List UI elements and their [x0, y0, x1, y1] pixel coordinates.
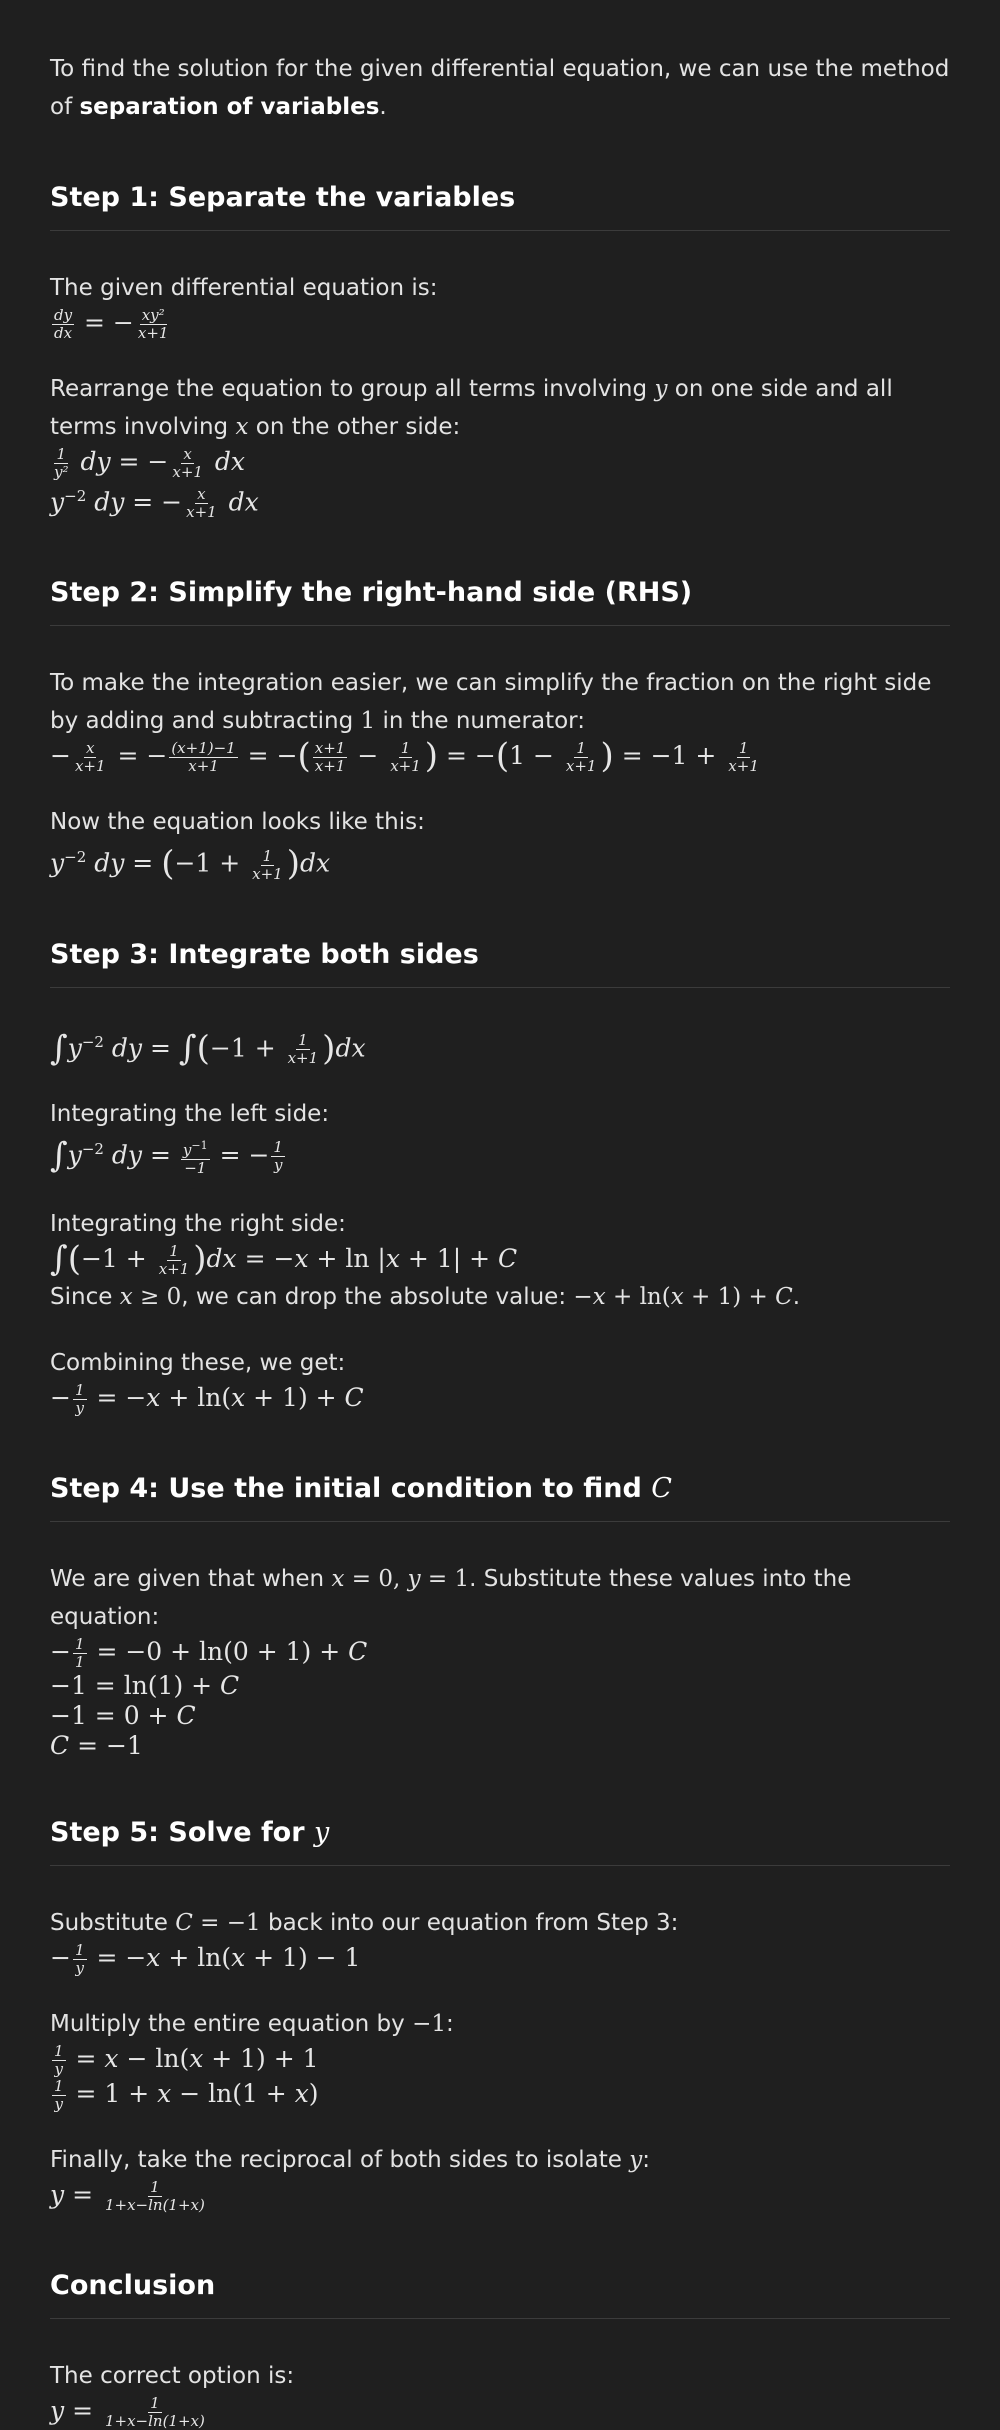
step-2-section — [50, 577, 950, 882]
step-1-text-2: Rearrange the equation to group all terms involving y on one side and all terms involving x on the other side: — [50, 376, 893, 440]
equation-multiplied-2: $\frac{1}{y}$ = 1 + x − ln(1 + x) — [54, 2076, 319, 2113]
step-4-text-1: We are given that when x = 0, y = 1. Substitute these values into the equation: — [50, 1565, 852, 1630]
step-1-text-1: The given differential equation is: — [50, 275, 438, 301]
equation-rhs-simplify: − $\frac{x}{x+1}$ = − $\frac{(x+1)-1}{x+1}$ = −( $\frac{x+1}{x+1}$ − $\frac{1}{x+1}$ ) = −(1 − $\frac{1}{x+1}$ ) = −1 + $\frac{1}{x+1}$ — [50, 736, 759, 777]
equation-right-integral: ∫(−1 + $\frac{1}{x+1}$ )dx = −x + ln |x + 1| + C — [50, 1238, 518, 1279]
step-2-text-2: Now the equation looks like this: — [50, 809, 425, 836]
equation-integrals: $\int y^{-2}$ dy = ∫(−1 + $\frac{1}{x+1}$ )dx — [50, 1027, 366, 1068]
equation-separated-2: $y^{-2}$ dy = − $\frac{x}{x+1}$ dx — [50, 485, 259, 522]
equation-sub-2: −1 = ln(1) + C — [50, 1670, 240, 1700]
intro-text: To find the solution for the given differential equation, we can use the method of — [50, 56, 950, 120]
equation-rewritten: $y^{-2}$ dy = (−1 + $\frac{1}{x+1}$ )dx — [50, 843, 331, 884]
step-3-text-1: Integrating the left side: — [50, 1100, 330, 1127]
conclusion-section — [50, 2270, 950, 2430]
step-2-heading: Step 2: Simplify the right-hand side (RHS) — [50, 577, 950, 626]
equation-left-integral: $\int y^{-2}$ dy = $\frac{y^{-1}}{-1}$ = − $\frac{1}{y}$ — [50, 1135, 283, 1177]
step-3-section — [50, 939, 950, 1417]
intro-bold-term: separation of variables — [79, 94, 380, 120]
step-5-section — [50, 1817, 950, 2214]
equation-combined: − $\frac{1}{y}$ = −x + ln(x + 1) + C — [50, 1380, 364, 1417]
intro-paragraph — [50, 50, 950, 126]
equation-sub-1: − $\frac{1}{1}$ = −0 + ln(0 + 1) + C — [50, 1634, 368, 1671]
equation-answer: y = $\frac{1}{1+x-\ln(1+x)}$ — [50, 2393, 205, 2430]
conclusion-heading: Conclusion — [50, 2270, 950, 2319]
equation-with-c: − $\frac{1}{y}$ = −x + ln(x + 1) − 1 — [50, 1940, 361, 1977]
step-4-heading: Step 4: Use the initial condition to find C — [50, 1473, 950, 1522]
step-5-text-3: Finally, take the reciprocal of both sides to isolate y: — [50, 2146, 650, 2173]
step-3-heading: Step 3: Integrate both sides — [50, 939, 950, 988]
step-3-text-3: Since x ≥ 0, we can drop the absolute value: −x + ln(x + 1) + C. — [50, 1283, 801, 1310]
equation-multiplied-1: $\frac{1}{y}$ = x − ln(x + 1) + 1 — [54, 2041, 319, 2078]
step-2-text-1: To make the integration easier, we can simplify the fraction on the right side by adding and subtracting 1 in the numerator: — [50, 670, 932, 735]
conclusion-text: The correct option is: — [50, 2362, 295, 2389]
equation-sub-4: C = −1 — [50, 1730, 143, 1760]
step-3-text-4: Combining these, we get: — [50, 1349, 346, 1376]
equation-sub-3: −1 = 0 + C — [50, 1700, 196, 1730]
equation-separated-1: $\frac{1}{\text{y²}}$ dy = − $\frac{x}{x+1}$ dx — [54, 445, 246, 481]
step-3-text-2: Integrating the right side: — [50, 1210, 346, 1237]
step-5-text-1: Substitute C = −1 back into our equation from Step 3: — [50, 1909, 679, 1936]
step-1-heading: Step 1: Separate the variables — [50, 182, 950, 231]
step-4-section — [50, 1473, 950, 1761]
equation-final: y = $\frac{1}{1+x-\ln(1+x)}$ — [50, 2177, 205, 2214]
step-5-text-2: Multiply the entire equation by −1: — [50, 2010, 454, 2037]
intro-period: . — [379, 94, 387, 120]
step-5-heading: Step 5: Solve for y — [50, 1817, 950, 1866]
equation-original: $\frac{dy}{dx}$ = − $\frac{\text{xy²}}{x+1}$ — [54, 306, 169, 342]
step-1-section — [50, 182, 950, 521]
